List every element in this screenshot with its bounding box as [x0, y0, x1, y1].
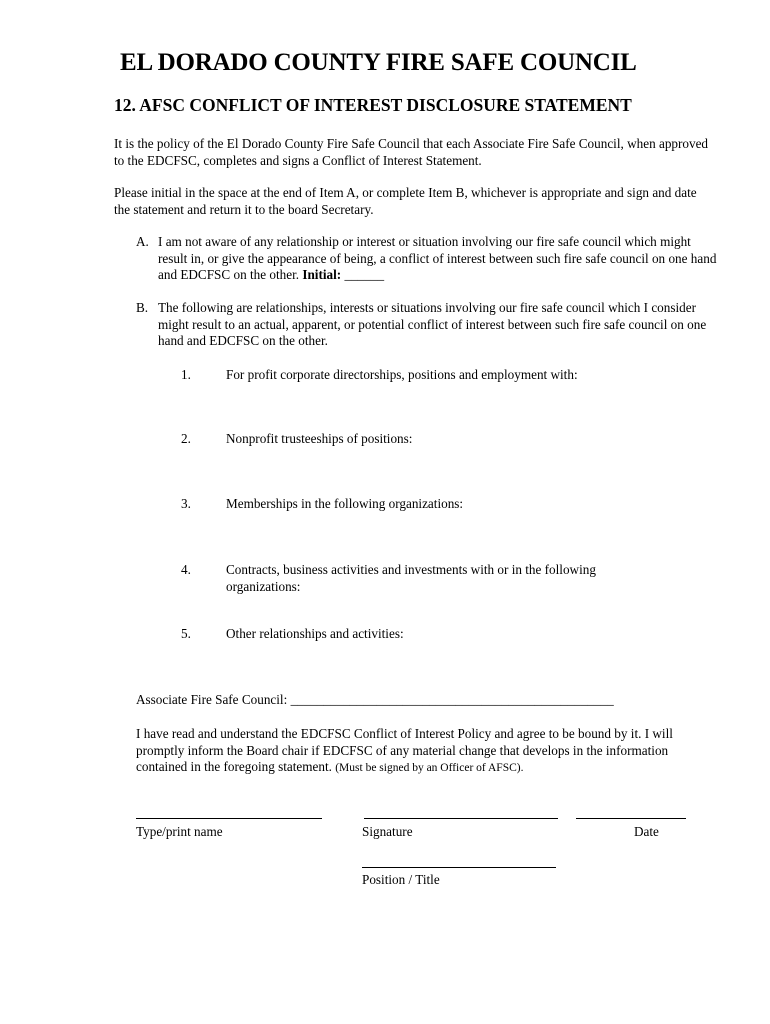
council-line [136, 692, 614, 708]
subitem-number: 5. [181, 626, 191, 641]
item-a-body: I am not aware of any relationship or interest or situation involving our fire safe council which might result in, or give the appearance of being, a conflict of interest between such fire safe council on one hand and EDCFSC on the other. [158, 234, 717, 282]
position-title-label: Position / Title [362, 872, 440, 887]
date-line[interactable] [576, 818, 686, 819]
date-label: Date [634, 824, 659, 839]
policy-paragraph: It is the policy of the El Dorado County Fire Safe Council that each Associate Fire Safe Council, when approved to the EDCFSC, completes and signs a Conflict of Interest Statement. [114, 136, 709, 168]
item-b-letter: B. [136, 300, 149, 315]
subitem-number: 3. [181, 496, 191, 511]
signature-line[interactable] [364, 818, 558, 819]
agreement-text: I have read and understand the EDCFSC Conflict of Interest Policy and agree to be bound by it. I will promptly inform the Board chair if EDCFSC of any material change that develops in the information contained in the foregoing statement. [136, 726, 673, 774]
subitem-text: Memberships in the following organizations: [226, 496, 464, 511]
council-field[interactable]: _________________________________________________ [290, 692, 614, 707]
item-a-text [158, 234, 718, 284]
subitem-text: Other relationships and activities: [226, 626, 404, 641]
instructions-paragraph: Please initial in the space at the end of Item A, or complete Item B, whichever is appropriate and sign and date the statement and return it to the board Secretary. [114, 185, 697, 217]
position-title-line[interactable] [362, 867, 556, 868]
officer-note: (Must be signed by an Officer of AFSC). [335, 762, 524, 774]
subitem-number: 4. [181, 562, 191, 577]
page-title: EL DORADO COUNTY FIRE SAFE COUNCIL [120, 49, 637, 76]
subitem-number: 1. [181, 367, 191, 382]
subitem-text: Contracts, business activities and investments with or in the following organizations: [226, 562, 596, 594]
subitem-text: For profit corporate directorships, positions and employment with: [226, 367, 578, 382]
signature-label: Signature [362, 824, 413, 839]
initial-field[interactable]: ______ [344, 267, 385, 282]
type-print-name-label: Type/print name [136, 824, 223, 839]
agreement-paragraph [136, 726, 684, 777]
item-a-letter: A. [136, 234, 149, 249]
item-b-text: The following are relationships, interests or situations involving our fire safe council which I consider might result to an actual, apparent, or potential conflict of interest between such fire safe council on one hand and EDCFSC on the other. [158, 300, 707, 348]
section-heading: 12. AFSC CONFLICT OF INTEREST DISCLOSURE STATEMENT [114, 95, 632, 115]
council-label: Associate Fire Safe Council: [136, 692, 288, 707]
initial-label: Initial: [302, 267, 342, 282]
subitem-number: 2. [181, 431, 191, 446]
subitem-text: Nonprofit trusteeships of positions: [226, 431, 413, 446]
type-print-name-line[interactable] [136, 818, 322, 819]
